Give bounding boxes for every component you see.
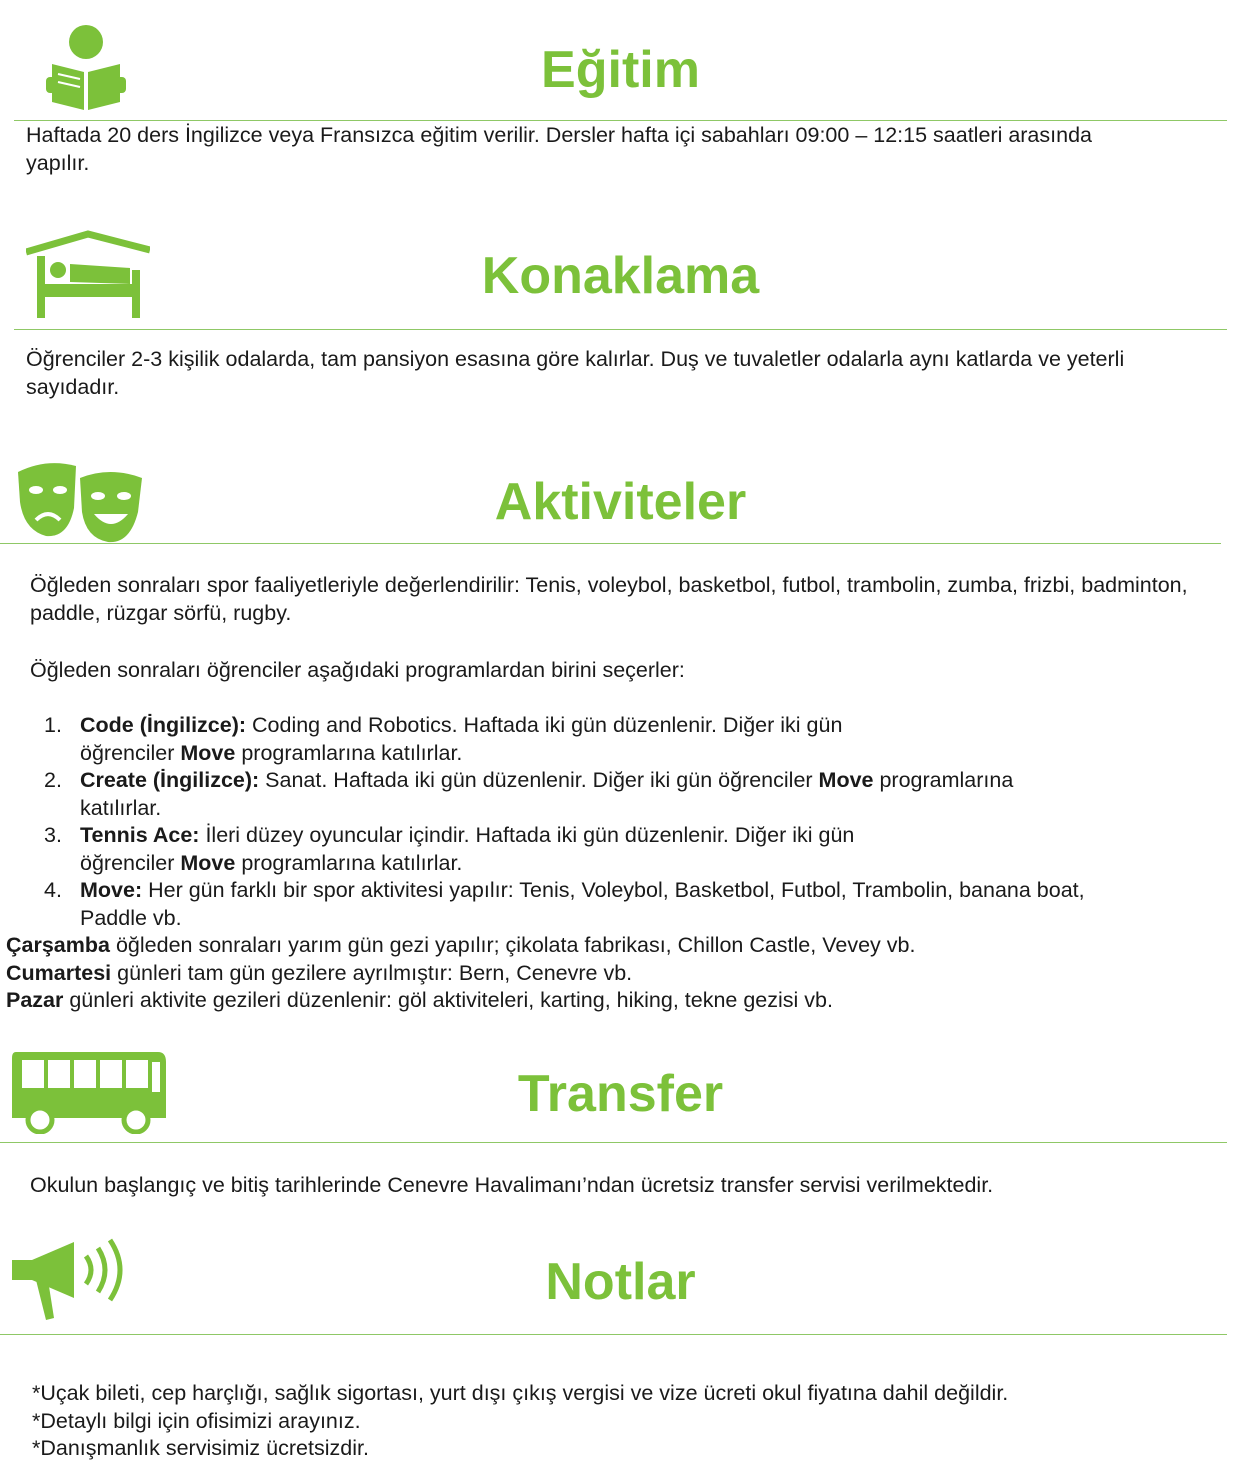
section-title-konaklama: Konaklama xyxy=(481,247,760,305)
note-line: *Danışmanlık servisimiz ücretsizdir. xyxy=(32,1436,369,1460)
section-title-notlar: Notlar xyxy=(545,1253,696,1311)
note-line: *Detaylı bilgi için ofisimizi arayınız. xyxy=(32,1408,361,1433)
section-title-aktiviteler: Aktiviteler xyxy=(494,473,747,531)
section-divider xyxy=(0,543,1221,544)
list-item: 2. Create (İngilizce): Sanat. Haftada iki gün düzenlenir. Diğer iki gün öğrenciler Move programlarına katılırlar. xyxy=(44,768,1014,820)
excursions xyxy=(6,932,1226,1015)
transfer-body: Okulun başlangıç ve bitiş tarihlerinde Cenevre Havalimanı’ndan ücretsiz transfer servisi verilmektedir. xyxy=(30,1173,994,1197)
aktiviteler-sports: Öğleden sonraları spor faaliyetleriyle değerlendirilir: Tenis, voleybol, basketbol, futbol, trambolin, zumba, frizbi, badminton, paddle, rüzgar sörfü, rugby. xyxy=(30,573,1188,625)
aktiviteler-programs-intro: Öğleden sonraları öğrenciler aşağıdaki programlardan birini seçerler: xyxy=(30,658,685,682)
egitim-body: Haftada 20 ders İngilizce veya Fransızca eğitim verilir. Dersler hafta içi sabahları 09:00 – 12:15 saatleri arasında yapılır. xyxy=(26,123,1092,175)
section-divider xyxy=(0,1334,1227,1335)
notes xyxy=(32,1380,1222,1463)
section-divider xyxy=(0,1142,1227,1143)
list-item: 3. Tennis Ace: İleri düzey oyuncular içindir. Haftada iki gün düzenlenir. Diğer iki gün öğrenciler Move programlarına katılırlar. xyxy=(44,823,855,875)
section-title-transfer: Transfer xyxy=(517,1065,724,1123)
note-line: *Uçak bileti, cep harçlığı, sağlık sigortası, yurt dışı çıkış vergisi ve vize ücreti okul fiyatına dahil değildir. xyxy=(32,1381,1009,1405)
list-item: 1. Code (İngilizce): Coding and Robotics. Haftada iki gün düzenlenir. Diğer iki gün öğrenciler Move programlarına katılırlar. xyxy=(44,713,843,765)
excursion-line: Pazar günleri aktivite gezileri düzenlenir: göl aktiviteleri, karting, hiking, tekne gezisi vb. xyxy=(6,988,833,1012)
programs-list xyxy=(44,712,1224,932)
section-divider xyxy=(14,329,1227,330)
section-title-egitim: Eğitim xyxy=(541,41,700,99)
konaklama-body: Öğrenciler 2-3 kişilik odalarda, tam pansiyon esasına göre kalırlar. Duş ve tuvaletler odalarla aynı katlarda ve yeterli sayıdadır. xyxy=(26,347,1125,399)
excursion-line: Çarşamba öğleden sonraları yarım gün gezi yapılır; çikolata fabrikası, Chillon Castle, Vevey vb. xyxy=(6,933,916,957)
excursion-line: Cumartesi günleri tam gün gezilere ayrılmıştır: Bern, Cenevre vb. xyxy=(6,960,633,985)
list-item: 4. Move: Her gün farklı bir spor aktivitesi yapılır: Tenis, Voleybol, Basketbol, Futbol, Trambolin, banana boat, Paddle vb. xyxy=(44,878,1085,930)
